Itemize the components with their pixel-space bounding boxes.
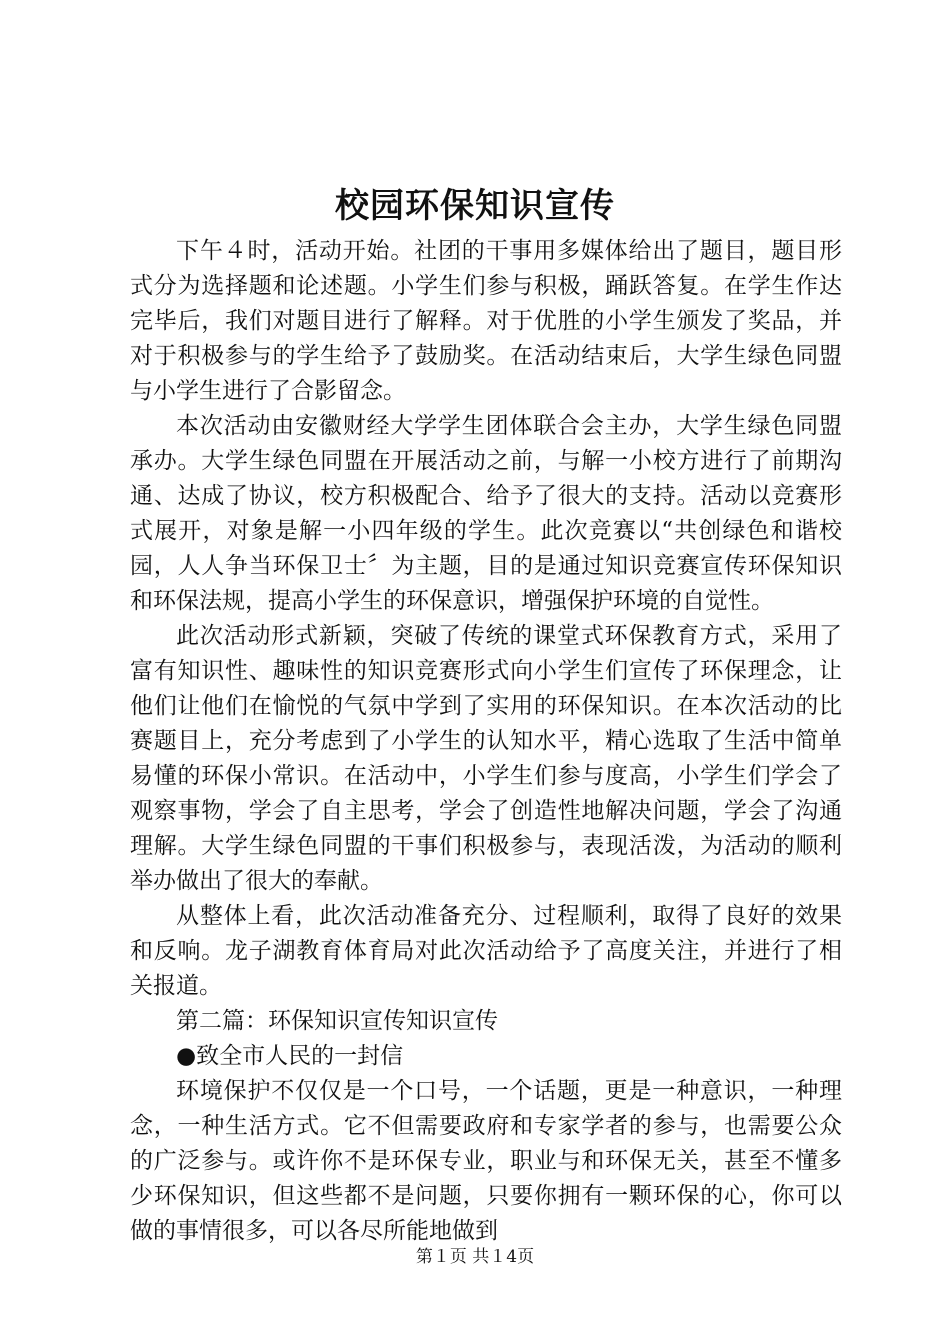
section-heading: 第二篇：环保知识宣传知识宣传 bbox=[176, 1008, 498, 1034]
page-title: 校园环保知识宣传 bbox=[335, 186, 615, 226]
paragraph: 此次活动形式新颖，突破了传统的课堂式环保教育方式，采用了富有知识性、趣味性的知识竞赛形式向小学生们宣传了环保理念，让他们让他们在愉悦的气氛中学到了实用的环保知识。在本次活动的比赛题目上，充分考虑到了小学生的认知水平，精心选取了生活中简单易懂的环保小常识。在活动中，小学生们参与度高，小学生们学会了观察事物，学会了自主思考，学会了创造性地解决问题，学会了沟通理解。大学生绿色同盟的干事们积极参与，表现活泼，为活动的顺利举办做出了很大的奉献。 bbox=[130, 623, 842, 894]
paragraph: 环境保护不仅仅是一个口号，一个话题，更是一种意识，一种理念，一种生活方式。它不但需要政府和专家学者的参与，也需要公众的广泛参与。或许你不是环保专业，职业与和环保无关，甚至不懂多少环保知识，但这些都不是问题，只要你拥有一颗环保的心，你可以做的事情很多，可以各尽所能地做到 bbox=[130, 1078, 842, 1244]
paragraph: 下午４时，活动开始。社团的干事用多媒体给出了题目，题目形式分为选择题和论述题。小学生们参与积极，踊跃答复。在学生作达完毕后，我们对题目进行了解释。对于优胜的小学生颁发了奖品，并对于积极参与的学生给予了鼓励奖。在活动结束后，大学生绿色同盟与小学生进行了合影留念。 bbox=[130, 238, 842, 404]
document-body bbox=[130, 234, 842, 1249]
paragraph: 本次活动由安徽财经大学学生团体联合会主办，大学生绿色同盟承办。大学生绿色同盟在开展活动之前，与解一小校方进行了前期沟通、达成了协议，校方积极配合、给予了很大的支持。活动以竞赛形式展开，对象是解一小四年级的学生。此次竞赛以“共创绿色和谐校园，人人争当环保卫士〞为主题，目的是通过知识竞赛宣传环保知识和环保法规，提高小学生的环保意识，增强保护环境的自觉性。 bbox=[130, 413, 842, 614]
letter-heading: ●致全市人民的一封信 bbox=[176, 1043, 404, 1069]
paragraph: 从整体上看，此次活动准备充分、过程顺利，取得了良好的效果和反响。龙子湖教育体育局对此次活动给予了高度关注，并进行了相关报道。 bbox=[130, 903, 842, 999]
page-footer: 第１页 共１4页 bbox=[415, 1247, 535, 1267]
